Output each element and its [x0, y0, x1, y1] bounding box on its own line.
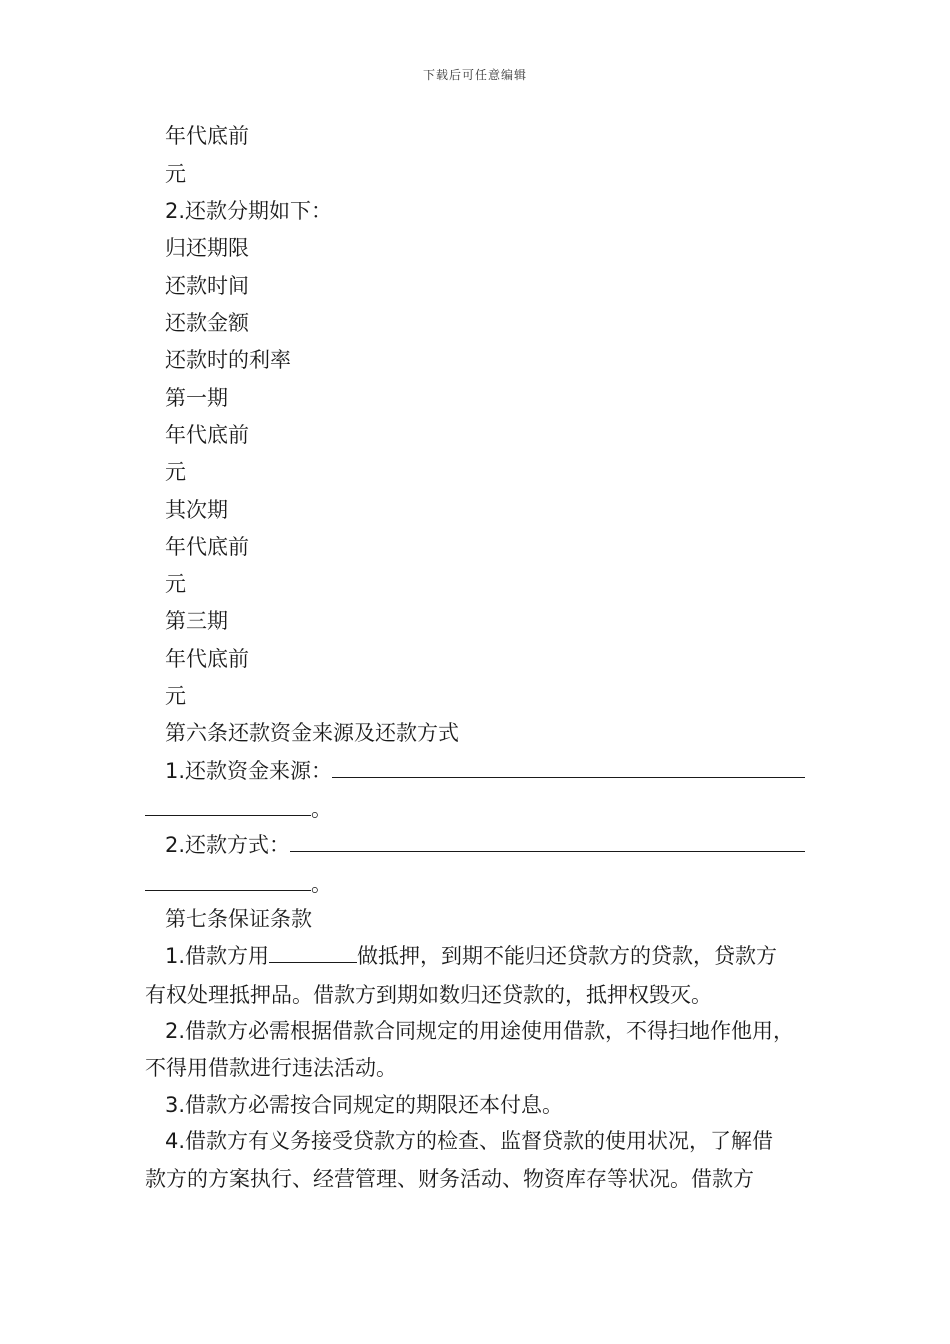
- text-line: [165, 831, 805, 859]
- text-line: 其次期: [165, 498, 228, 522]
- text-line: 还款时的利率: [165, 348, 291, 372]
- text-line: 归还期限: [165, 236, 249, 260]
- text-line: 元: [165, 162, 186, 186]
- text-line: 4.借款方有义务接受贷款方的检查、监督贷款的使用状况，了解借: [165, 1129, 774, 1153]
- text-line: 3.借款方必需按合同规定的期限还本付息。: [165, 1093, 564, 1117]
- text-line: 元: [165, 460, 186, 484]
- text-line: 有权处理抵押品。借款方到期如数归还贷款的，抵押权毁灭。: [145, 983, 712, 1007]
- blank-field: [145, 870, 311, 891]
- text-line: [165, 942, 777, 970]
- blank-field: [332, 757, 805, 778]
- blank-field: [145, 795, 311, 816]
- text-line: 第一期: [165, 386, 228, 410]
- text-line: 还款金额: [165, 311, 249, 335]
- section-heading: 第七条保证条款: [165, 907, 312, 931]
- text-line: [145, 795, 332, 823]
- text-line: 第三期: [165, 609, 228, 633]
- text-line: [165, 757, 805, 785]
- text-line: 元: [165, 572, 186, 596]
- period: 。: [311, 797, 332, 821]
- section-heading: 第六条还款资金来源及还款方式: [165, 721, 459, 745]
- text-fragment: 1.借款方用: [165, 944, 270, 968]
- text-line: 2.还款分期如下：: [165, 199, 333, 223]
- text-line: 年代底前: [165, 124, 249, 148]
- period: 。: [311, 872, 332, 896]
- text-line: 款方的方案执行、经营管理、财务活动、物资库存等状况。借款方: [145, 1167, 754, 1191]
- text-line: 还款时间: [165, 274, 249, 298]
- text-line: 元: [165, 684, 186, 708]
- text-line: 不得用借款进行违法活动。: [145, 1056, 397, 1080]
- text-line: 年代底前: [165, 535, 249, 559]
- field-label: 1.还款资金来源：: [165, 759, 333, 783]
- field-label: 2.还款方式：: [165, 833, 291, 857]
- text-line: 2.借款方必需根据借款合同规定的用途使用借款，不得扫地作他用，: [165, 1019, 795, 1043]
- text-fragment: 做抵押，到期不能归还贷款方的贷款，贷款方: [357, 944, 778, 968]
- page-header: 下载后可任意编辑: [422, 68, 527, 82]
- text-line: 年代底前: [165, 423, 249, 447]
- text-line: [145, 870, 332, 898]
- blank-field: [290, 831, 805, 852]
- text-line: 年代底前: [165, 647, 249, 671]
- blank-field: [269, 942, 357, 963]
